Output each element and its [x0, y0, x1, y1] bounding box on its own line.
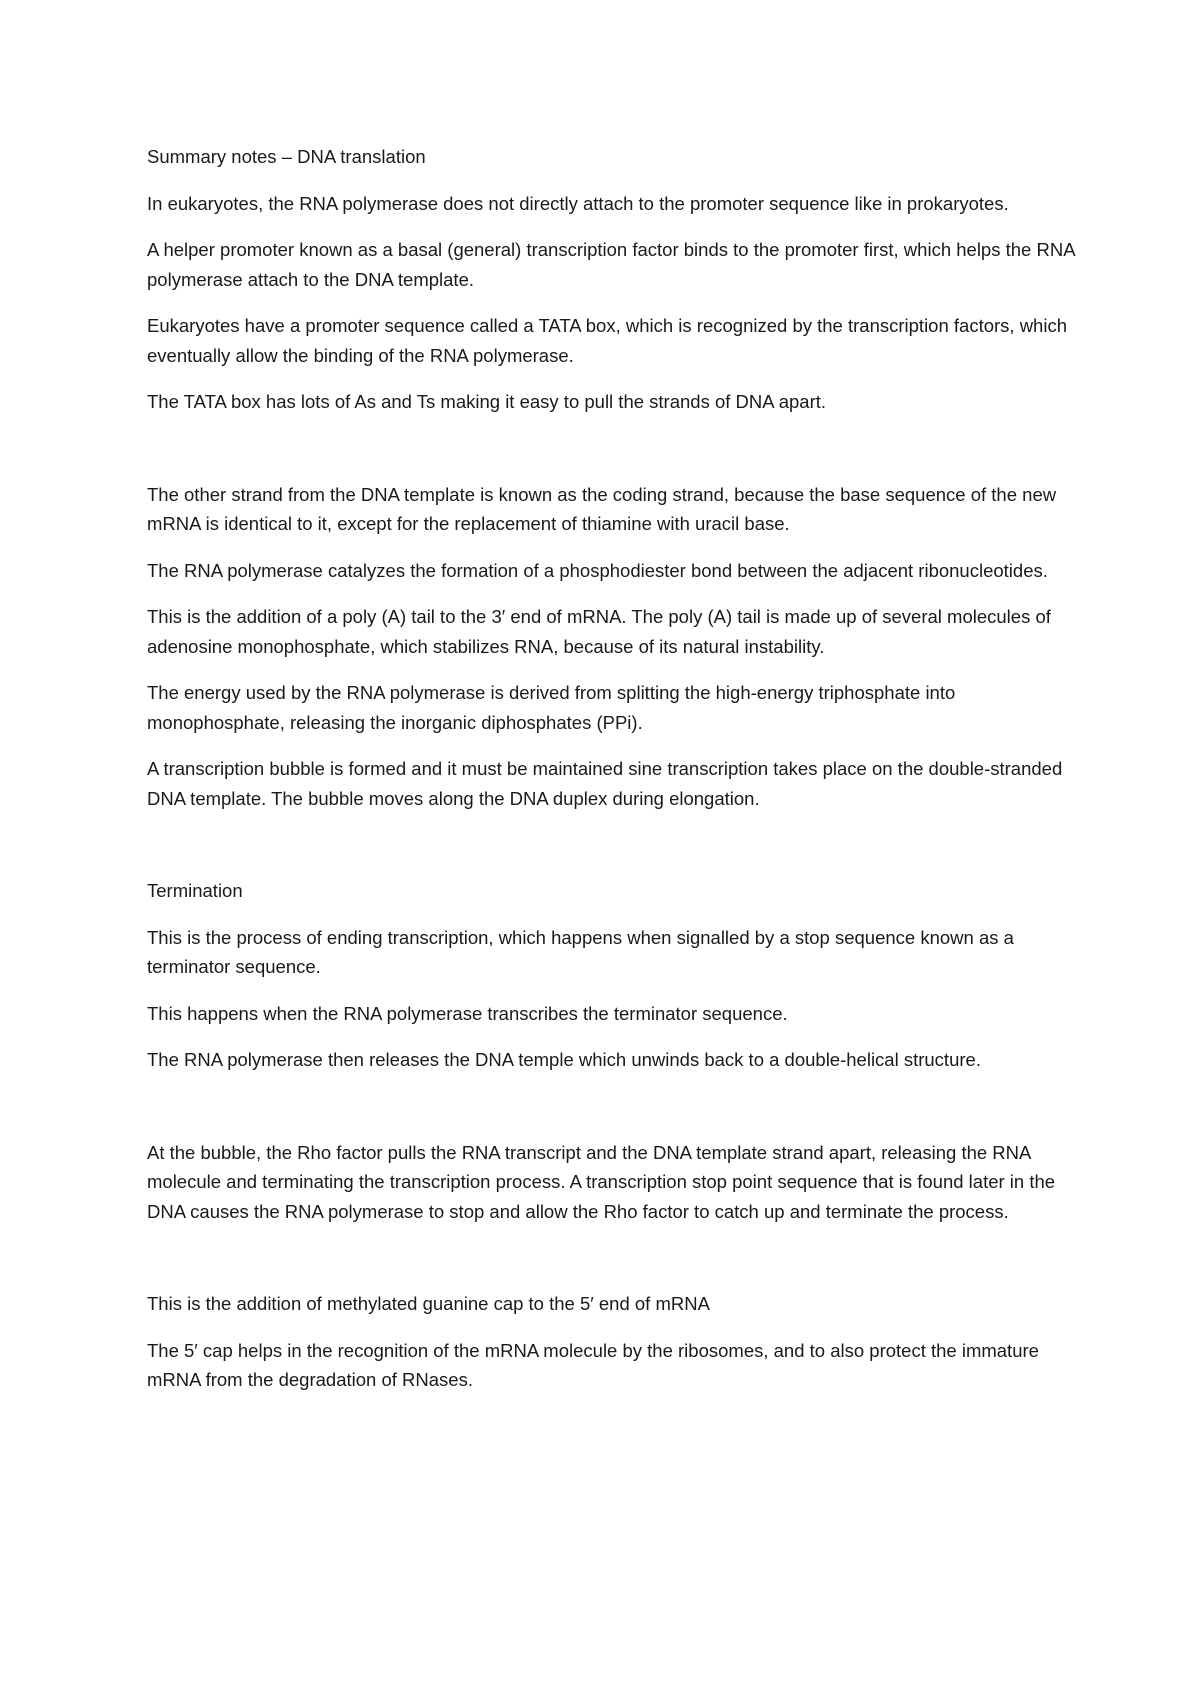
paragraph: This happens when the RNA polymerase transcribes the terminator sequence. [147, 1002, 788, 1024]
section-spacer [147, 1092, 1077, 1138]
section-spacer [147, 434, 1077, 480]
paragraph: Eukaryotes have a promoter sequence called a TATA box, which is recognized by the transcription factors, which eventually allow the binding of the RNA polymerase. [147, 315, 1067, 366]
paragraph: This is the process of ending transcription, which happens when signalled by a stop sequence known as a terminator sequence. [147, 926, 1014, 977]
paragraph: The RNA polymerase catalyzes the formation of a phosphodiester bond between the adjacent ribonucleotides. [147, 559, 1048, 581]
paragraph: The other strand from the DNA template is known as the coding strand, because the base sequence of the new mRNA is identical to it, except for the replacement of thiamine with uracil base. [147, 483, 1057, 534]
paragraph: A helper promoter known as a basal (general) transcription factor binds to the promoter first, which helps the RNA polymerase attach to the DNA template. [147, 239, 1075, 290]
paragraph: The RNA polymerase then releases the DNA temple which unwinds back to a double-helical structure. [147, 1049, 981, 1070]
paragraph: The TATA box has lots of As and Ts making it easy to pull the strands of DNA apart. [147, 391, 827, 412]
paragraph: This is the addition of a poly (A) tail to the 3′ end of mRNA. The poly (A) tail is made up of several molecules of adenosine monophosphate, which stabilizes RNA, because of its natural instability. [147, 606, 1051, 657]
paragraph: A transcription bubble is formed and it must be maintained sine transcription takes place on the double-stranded DNA template. The bubble moves along the DNA duplex during elongation. [147, 758, 1063, 809]
document-title: Summary notes – DNA translation [147, 146, 426, 167]
paragraph: The 5′ cap helps in the recognition of the mRNA molecule by the ribosomes, and to also protect the immature mRNA from the degradation of RNases. [147, 1339, 1039, 1390]
section-spacer [147, 830, 1077, 876]
document-body [147, 142, 1077, 1412]
section-heading-termination: Termination [147, 880, 243, 901]
paragraph: The energy used by the RNA polymerase is derived from splitting the high-energy triphosphate into monophosphate, releasing the inorganic diphosphates (PPi). [147, 682, 956, 733]
section-spacer [147, 1243, 1077, 1289]
paragraph: In eukaryotes, the RNA polymerase does not directly attach to the promoter sequence like in prokaryotes. [147, 192, 1009, 214]
paragraph: At the bubble, the Rho factor pulls the RNA transcript and the DNA template strand apart, releasing the RNA molecule and terminating the transcription process. A transcription stop point sequence that is found later in the DNA causes the RNA polymerase to stop and allow the Rho factor to catch up and terminate the process. [147, 1141, 1056, 1222]
paragraph: This is the addition of methylated guanine cap to the 5′ end of mRNA [147, 1293, 710, 1314]
